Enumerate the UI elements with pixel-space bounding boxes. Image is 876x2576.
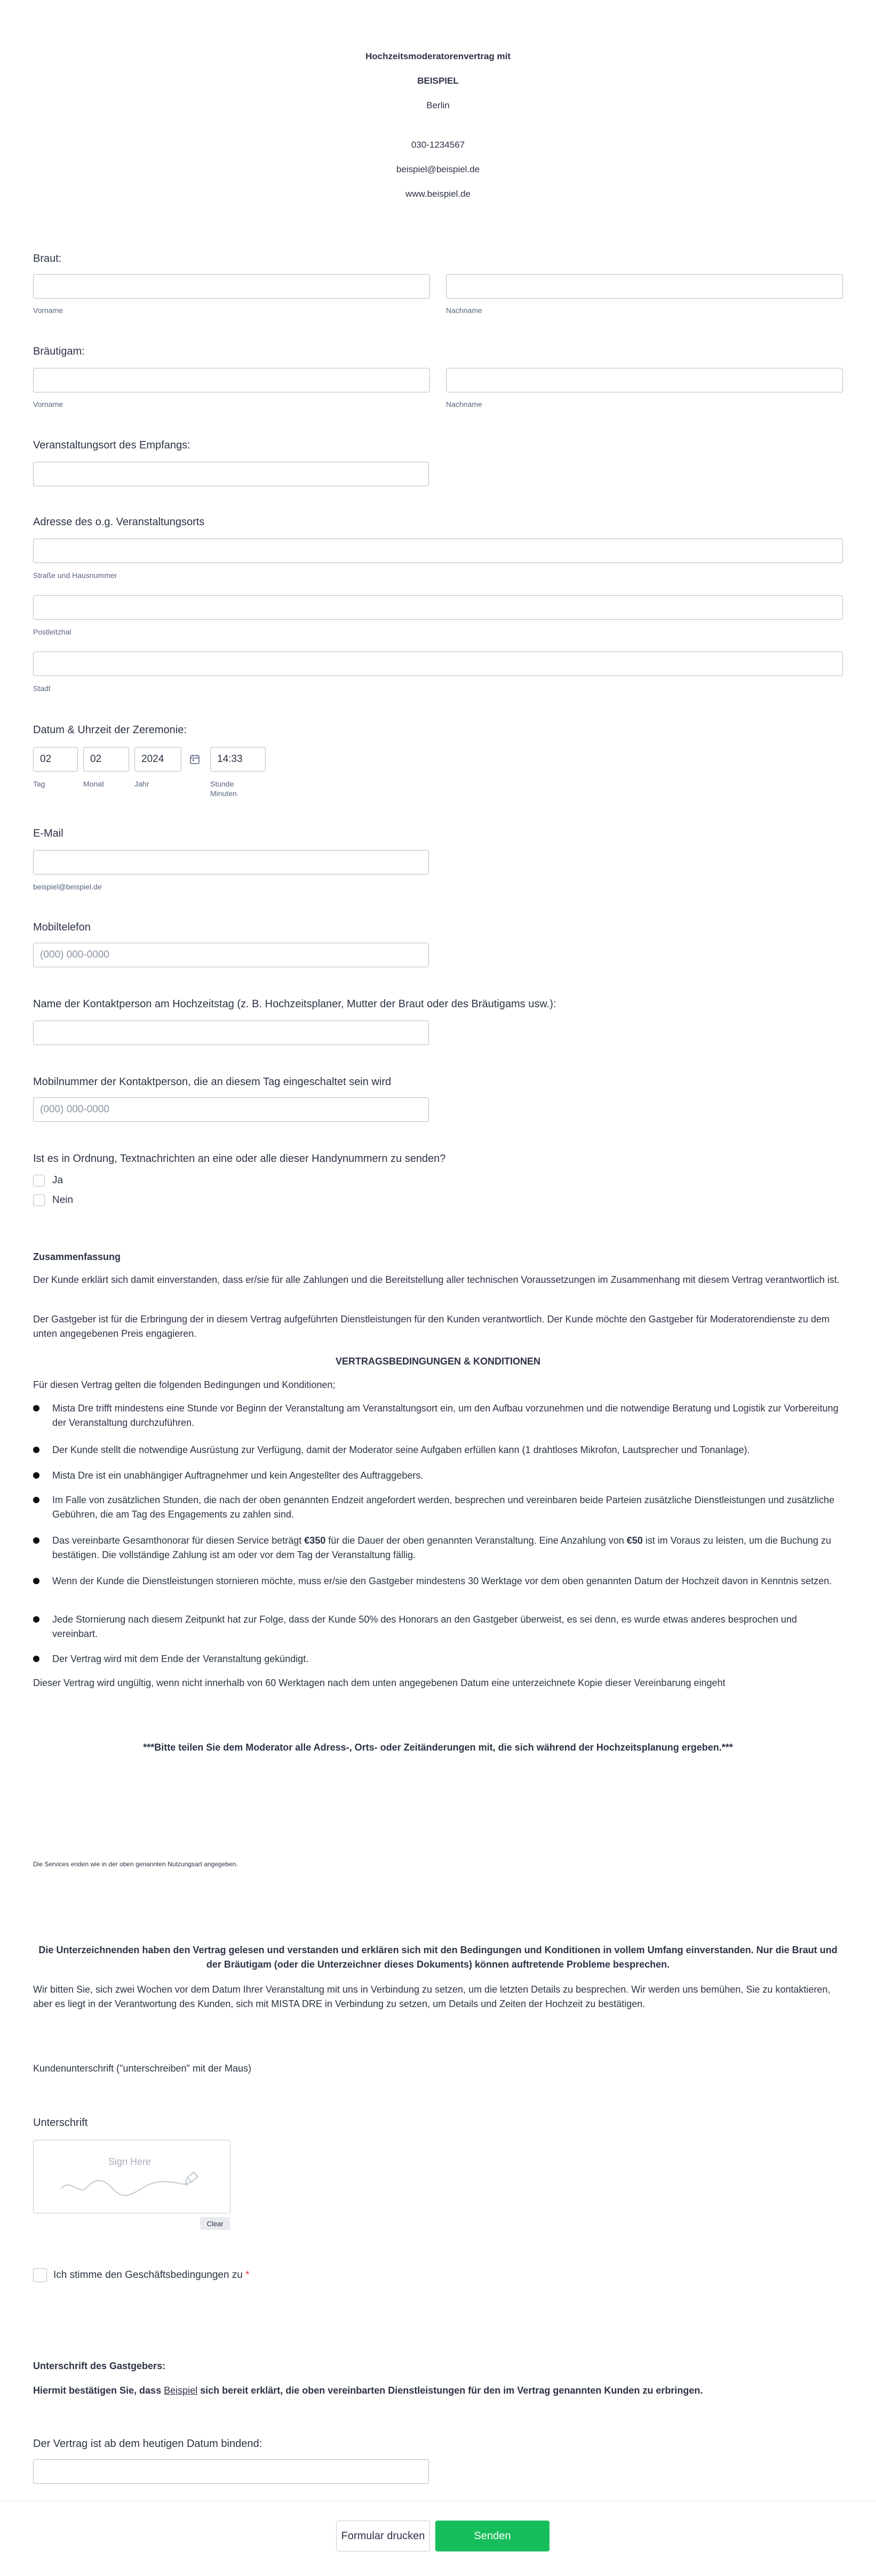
company-website: www.beispiel.de [405, 189, 471, 199]
company-city: Berlin [426, 100, 450, 110]
city-sublabel: Stadt [33, 684, 51, 693]
host-link[interactable]: Beispiel [164, 2385, 198, 2396]
bullet-icon [33, 1447, 39, 1453]
signature-label: Unterschrift [33, 2117, 88, 2129]
calendar-icon [189, 754, 200, 765]
bullet-icon [33, 1616, 39, 1623]
company-email: beispiel@beispiel.de [396, 164, 480, 174]
groom-last-name-input[interactable] [446, 368, 843, 392]
terms-heading: VERTRAGSBEDINGUNGEN & KONDITIONEN [335, 1356, 541, 1367]
ceremony-month-sublabel: Monat [83, 780, 104, 788]
bullet-icon [33, 1656, 39, 1662]
ceremony-year-input[interactable]: 2024 [134, 747, 181, 772]
change-notice: ***Bitte teilen Sie dem Moderator alle Adress-, Orts- oder Zeitänderungen mit, die sich während der Hochzeitsplanung ergeben.*** [143, 1742, 733, 1753]
sms-yes-label: Ja [52, 1175, 63, 1186]
host-signature-heading: Unterschrift des Gastgebers: [33, 2361, 166, 2371]
street-input[interactable] [33, 539, 843, 563]
sms-yes-checkbox[interactable] [33, 1175, 45, 1186]
terms-checkbox[interactable] [33, 2268, 47, 2282]
venue-label: Veranstaltungsort des Empfangs: [33, 439, 190, 451]
binding-label: Der Vertrag ist ab dem heutigen Datum bindend: [33, 2438, 262, 2450]
form-title: Hochzeitsmoderatorenvertrag mit [365, 51, 511, 61]
calendar-button[interactable] [184, 747, 205, 772]
venue-input[interactable] [33, 462, 429, 486]
required-mark: * [245, 2269, 250, 2281]
terms-bullet: Das vereinbarte Gesamthonorar für diesen Service beträgt €350 für die Dauer der oben genannten Veranstaltung. Eine Anzahlung von €50 ist im Voraus zu leisten, um die Buchung zu bestätigen. Die vollständige Zahlung ist am oder vor dem Tag der Veranstaltung fällig. [33, 1534, 843, 1562]
terms-bullet: Im Falle von zusätzlichen Stunden, die nach der oben genannten Endzeit angefordert werden, besprechen und vereinbaren beide Parteien zusätzliche Dienstleistungen und zusätzliche Gebühren, die am Tag des Engagements zu zahlen sind. [33, 1493, 843, 1522]
host-signature-line: Hiermit bestätigen Sie, dass Beispiel sich bereit erklärt, die oben vereinbarten Dienstleistungen für den im Vertrag genannten Kunden zu erbringen. [33, 2385, 703, 2396]
bride-first-name-sublabel: Vorname [33, 306, 63, 315]
agreement-bold: Die Unterzeichnenden haben den Vertrag gelesen und verstanden und erklären sich mit den Bedingungen und Konditionen in vollem Umfang einverstanden. Nur die Braut und der Bräutigam (oder die Unterzeichner dieses Dokuments) können auftretende Probleme besprechen. [38, 1945, 838, 1970]
terms-checkbox-label: Ich stimme den Geschäftsbedingungen zu * [53, 2269, 250, 2281]
mobile-label: Mobiltelefon [33, 921, 91, 933]
terms-bullet: Mista Dre trifft mindestens eine Stunde vor Beginn der Veranstaltung am Veranstaltungsort ein, um den Aufbau vorzunehmen und die notwendige Beratung und Logistik zur Vorbereitung der Veranstaltung durchzuführen. [33, 1401, 843, 1430]
signature-clear-button[interactable]: Clear [200, 2217, 230, 2230]
terms-bullet: Mista Dre ist ein unabhängiger Auftragnehmer und kein Angestellter des Auftraggebers. [33, 1468, 843, 1483]
email-sublabel: beispiel@beispiel.de [33, 882, 102, 891]
city-input[interactable] [33, 652, 843, 676]
binding-date-input[interactable] [33, 2459, 429, 2484]
summary-paragraph-2: Der Gastgeber ist für die Erbringung der in diesem Vertrag aufgeführten Dienstleistungen für den Kunden verantwortlich. Der Kunde möchte den Gastgeber für Moderatorendienste zu dem unten angegebenen Preis engagieren. [33, 1314, 830, 1339]
bride-last-name-input[interactable] [446, 274, 843, 299]
bride-label: Braut: [33, 253, 62, 264]
bullet-icon [33, 1537, 39, 1544]
ceremony-minute-sublabel: Minuten [210, 789, 237, 798]
groom-first-name-input[interactable] [33, 368, 430, 392]
signature-placeholder: Sign Here [108, 2156, 152, 2167]
ceremony-label: Datum & Uhrzeit der Zeremonie: [33, 724, 187, 736]
bullet-icon [33, 1405, 39, 1411]
bullet-icon [33, 1472, 39, 1479]
sms-no-label: Nein [52, 1194, 74, 1206]
company-phone: 030-1234567 [411, 140, 465, 150]
address-label: Adresse des o.g. Veranstaltungsorts [33, 516, 205, 528]
services-note: Die Services enden wie in der oben genannten Nutzungsart angegeben. [33, 1860, 238, 1868]
ceremony-day-input[interactable]: 02 [33, 747, 78, 772]
street-sublabel: Straße und Hausnummer [33, 571, 117, 580]
contact-mobile-input[interactable]: (000) 000-0000 [33, 1097, 429, 1122]
zip-input[interactable] [33, 595, 843, 620]
contact-mobile-label: Mobilnummer der Kontaktperson, die an diesem Tag eingeschaltet sein wird [33, 1076, 392, 1088]
groom-label: Bräutigam: [33, 346, 85, 357]
print-form-button[interactable]: Formular drucken [336, 2521, 430, 2551]
contact-person-input[interactable] [33, 1021, 429, 1045]
summary-heading: Zusammenfassung [33, 1251, 121, 1262]
bride-last-name-sublabel: Nachname [446, 306, 482, 315]
sms-label: Ist es in Ordnung, Textnachrichten an eine oder alle dieser Handynummern zu senden? [33, 1153, 446, 1165]
ceremony-day-sublabel: Tag [33, 780, 45, 788]
customer-signature-note: Kundenunterschrift ("unterschreiben" mit der Maus) [33, 2063, 251, 2074]
ceremony-time-input[interactable]: 14:33 [210, 747, 266, 772]
terms-bullet: Jede Stornierung nach diesem Zeitpunkt hat zur Folge, dass der Kunde 50% des Honorars an den Gastgeber überweist, es sei denn, es wurde etwas anderes besprochen und vereinbart. [33, 1612, 843, 1641]
summary-paragraph-1: Der Kunde erklärt sich damit einverstanden, dass er/sie für alle Zahlungen und die Bereitstellung aller technischen Voraussetzungen im Zusammenhang mit diesem Vertrag verantwortlich ist. [33, 1274, 840, 1285]
contact-person-label: Name der Kontaktperson am Hochzeitstag (z. B. Hochzeitsplaner, Mutter der Braut oder des Bräutigams usw.): [33, 998, 556, 1010]
bullet-icon [33, 1497, 39, 1503]
groom-first-name-sublabel: Vorname [33, 400, 63, 408]
terms-bullet: Wenn der Kunde die Dienstleistungen stornieren möchte, muss er/sie den Gastgeber mindestens 30 Werktage vor dem oben genannten Datum der Hochzeit davon in Kenntnis setzen. [33, 1574, 843, 1588]
terms-bullet: Der Vertrag wird mit dem Ende der Veranstaltung gekündigt. [33, 1652, 843, 1666]
terms-bullet: Der Kunde stellt die notwendige Ausrüstung zur Verfügung, damit der Moderator seine Aufgaben erfüllen kann (1 drahtloses Mikrofon, Lautsprecher und Tonanlage). [33, 1443, 843, 1457]
email-label: E-Mail [33, 828, 63, 839]
terms-intro: Für diesen Vertrag gelten die folgenden Bedingungen und Konditionen; [33, 1379, 336, 1390]
zip-sublabel: Postleitzhal [33, 628, 71, 636]
contract-invalid-note: Dieser Vertrag wird ungültig, wenn nicht innerhalb von 60 Werktagen nach dem unten angegebenen Datum eine unterzeichnete Kopie dieser Vereinbarung eingeht [33, 1678, 726, 1688]
bride-first-name-input[interactable] [33, 274, 430, 299]
mobile-input[interactable]: (000) 000-0000 [33, 943, 429, 967]
email-input[interactable] [33, 850, 429, 874]
ceremony-hour-sublabel: Stunde [210, 780, 234, 788]
submit-button[interactable]: Senden [435, 2521, 550, 2551]
sms-no-checkbox[interactable] [33, 1194, 45, 1206]
signature-scribble-icon [34, 2140, 231, 2214]
ceremony-year-sublabel: Jahr [134, 780, 149, 788]
groom-last-name-sublabel: Nachname [446, 400, 482, 408]
company-name: BEISPIEL [417, 76, 459, 86]
ceremony-month-input[interactable]: 02 [83, 747, 129, 772]
signature-pad[interactable] [33, 2140, 230, 2213]
agreement-paragraph: Wir bitten Sie, sich zwei Wochen vor dem Datum Ihrer Veranstaltung mit uns in Verbindung zu setzen, um die letzten Details zu besprechen. Wir werden uns bemühen, Sie zu kontaktieren, aber es liegt in der Verantwortung des Kunden, sich mit MISTA DRE in Verbindung zu setzen, um Details und Zeiten der Hochzeit zu bestätigen. [33, 1984, 831, 2009]
bullet-icon [33, 1578, 39, 1584]
